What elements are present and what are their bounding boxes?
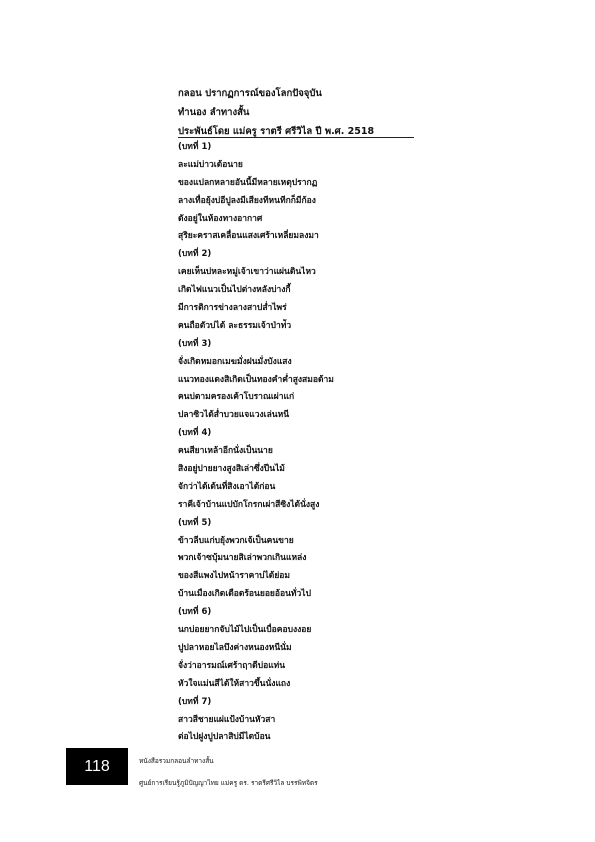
poem-line: นกบ่อยยากจับไม้ไปเป็นเบื่อคอบงงอย — [178, 625, 312, 636]
page-number: 118 — [66, 748, 128, 785]
poem-line: แนวทองแดงสิเกิดเป็นทองคำค่ำสูงสมอด้าม — [178, 374, 334, 385]
footer-institution: ศูนย์การเรียนรู้ภูมิปัญญาไทย แม่ครู ดร. ราตรีศรีวิไล บรรพิทจิตร — [139, 779, 318, 787]
stanza-heading: (บทที่ 5) — [178, 517, 212, 528]
poem-line: คนสียาเหล้าอีกนั่งเป็นนาย — [178, 446, 273, 457]
poem-line: ปูปลาหอยไลบึงค่างหนองหนีนั่ม — [178, 642, 292, 653]
stanza-heading: (บทที่ 3) — [178, 338, 212, 349]
poem-line: เคยเห็นบ่หละหมู่เจ้าเขาว่าแผ่นดินไหว — [178, 267, 316, 278]
poem-line: บ้านเมืองเกิดเดือดร้อนยอยอ้อนทั่วไป — [178, 589, 311, 600]
stanza-heading: (บทที่ 7) — [178, 696, 212, 707]
poem-line: ของสีแพงไปหน้าราคาบ่ได้ย่อม — [178, 571, 291, 582]
poem-line: หัวใจแม่นสีได้ให้สาวขึ้นนั่งแถง — [178, 678, 291, 689]
poem-line: จั่งว่าอารมณ์เศร้าฤาดีบ่อแท่น — [178, 660, 286, 671]
poem-line: สาวสีชายแผ่แป้งบ้านหัวสา — [178, 714, 276, 725]
poem-title: กลอน ปรากฏการณ์ของโลกปัจจุบัน — [178, 88, 322, 99]
poem-melody: ทำนอง ลำทางสั้น — [178, 107, 250, 118]
poem-line: ของแปลกหลายอันนี้มีหลายเหตุปรากฏ — [178, 177, 318, 188]
poem-line: ลางเทื่อยุ้งบ่อีปูลงมีเสียงทีหนทีกก็มีก้อง — [178, 195, 316, 206]
page-footer — [139, 750, 399, 794]
poem-line: ราคีเจ้าบ้านแปบักโกรกเผ่าสีซิงได้นั่งสูง — [178, 499, 320, 510]
poem-body — [178, 139, 408, 747]
poem-line: สุริยะคราสเคลื่อนแสงเศร้าเหลี่ยมลงมา — [178, 231, 319, 242]
poem-line: ปลาซิวได้ส่ำบวยแจแวงเล่นหนี — [178, 410, 290, 421]
stanza-heading: (บทที่ 4) — [178, 428, 212, 439]
poem-line: คนบ่ตามครองเค้าโบราณเผ่าแก่ — [178, 392, 295, 403]
poem-header — [178, 84, 414, 141]
stanza-heading: (บทที่ 1) — [178, 142, 212, 152]
poem-line: ข้าวลีบแก่บยุ้งพวกเจ้เป็นคนขาย — [178, 535, 294, 546]
poem-line: จั่งเกิดหมอกเมฆมั่งฝนมั่งบังแสง — [178, 356, 292, 367]
footer-book-title: หนังสือรวมกลอนลำทางสั้น — [139, 757, 214, 765]
poem-line: ละแม่บ่าวเด้อนาย — [178, 159, 243, 170]
header-divider — [178, 137, 414, 138]
poem-line: พวกเจ้าซบุ้มนายสิเล่าพวกเกินแหล่ง — [178, 553, 307, 564]
poem-line: มีการติการข่างลางสาปส่ำไพร่ — [178, 303, 287, 314]
poem-composer: ประพันธ์โดย แม่ครู ราตรี ศรีวิไล ปี พ.ศ. 2518 — [178, 126, 375, 137]
poem-line: คนถือตัวบ่ได้ ละธรรมเจ้าป่าท่ัว — [178, 320, 292, 331]
poem-line: ต่อไปฝูงปูปลาสิบ่มีไดบ้อน — [178, 732, 271, 743]
poem-line: เกิดไฟแนวเป็นไปต่างหลังบ่างกี้ — [178, 285, 291, 296]
stanza-heading: (บทที่ 2) — [178, 249, 212, 260]
poem-line: จักว่าได้เด้นที่สิงเอาได้ก่อน — [178, 481, 276, 492]
poem-line: ดังอยู่ในห้องทางอากาศ — [178, 213, 263, 224]
stanza-heading: (บทที่ 6) — [178, 607, 212, 618]
poem-line: สิงอยู่ปายยางสูงสิเล่าซึ่งปีนไม้ — [178, 464, 285, 475]
